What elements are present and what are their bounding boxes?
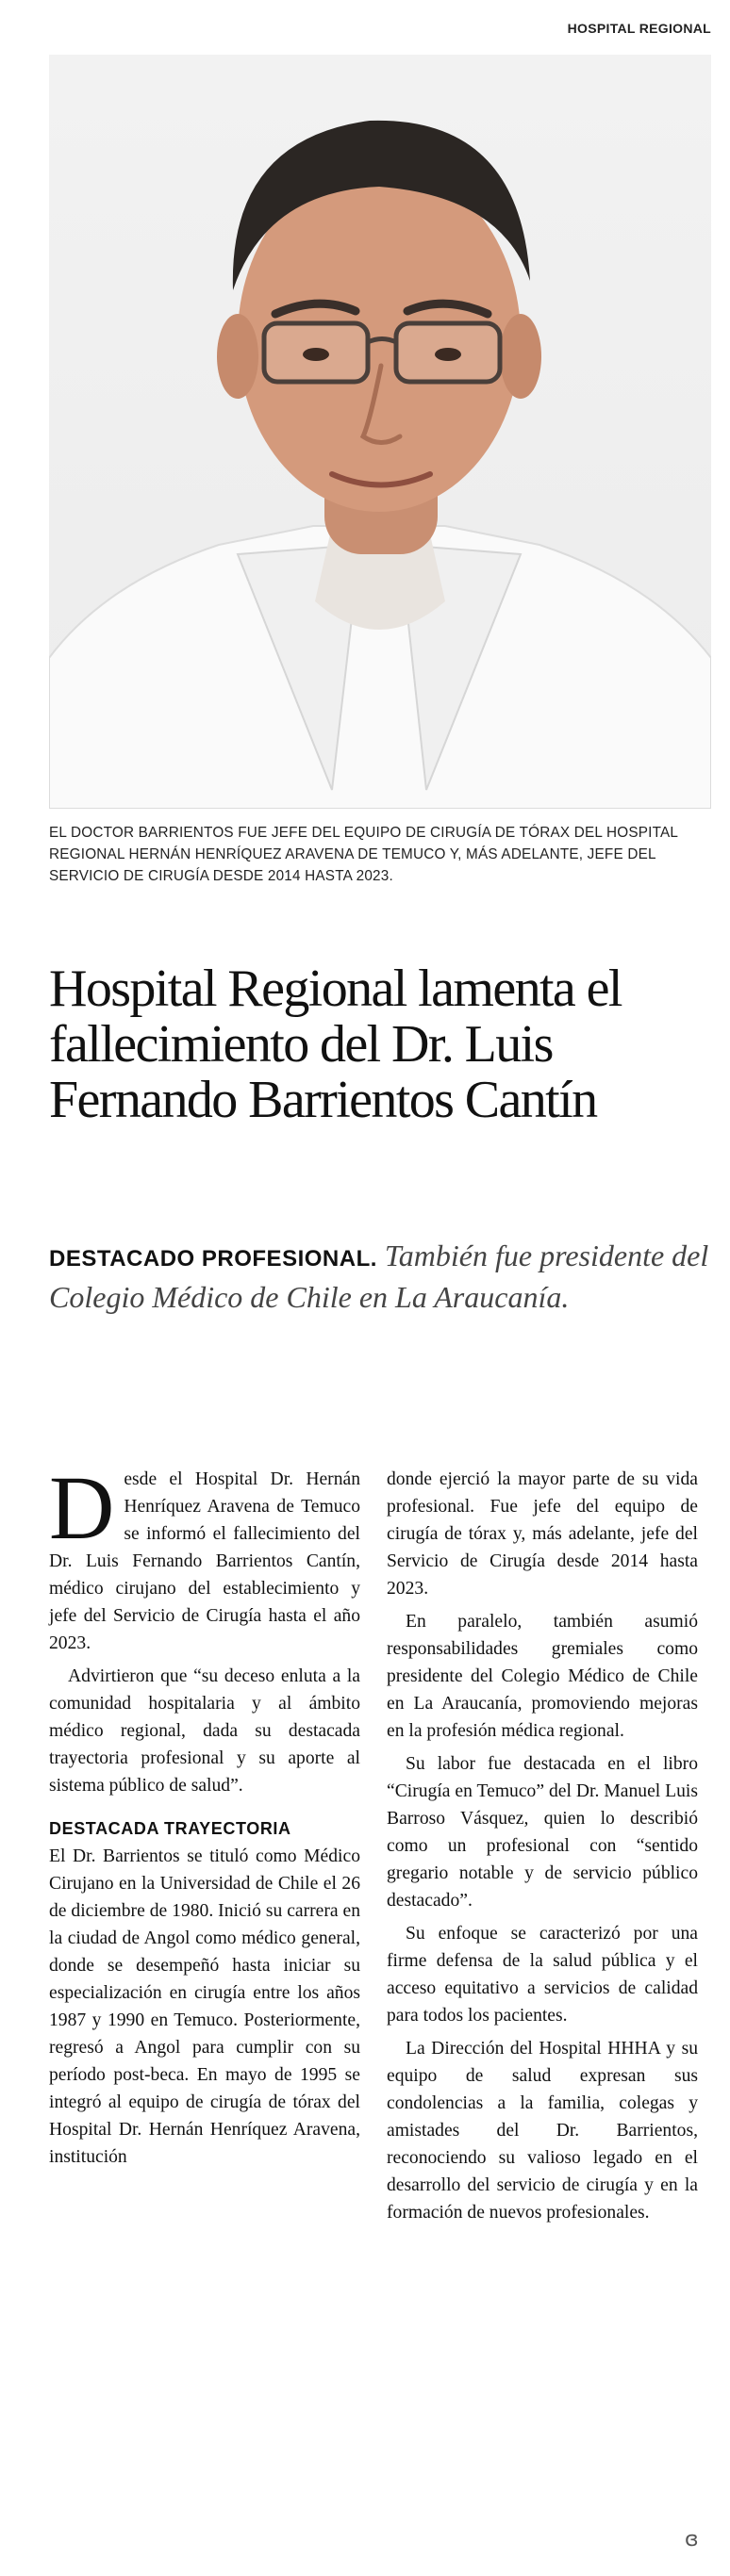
photo-caption: EL DOCTOR BARRIENTOS FUE JEFE DEL EQUIPO DE CIRUGÍA DE TÓRAX DEL HOSPITAL REGIONAL HERNÁN HENRÍQUEZ ARAVENA DE TEMUCO Y, MÁS ADELANTE, JEFE DEL SERVICIO DE CIRUGÍA DESDE 2014 HASTA 2023. [49, 825, 678, 884]
paragraph-3: El Dr. Barrientos se tituló como Médico Cirujano en la Universidad de Chile el 26 de diciembre de 1980. Inició su carrera en la ciudad de Angol como médico general, donde se desempeñó hasta iniciar su especialización en cirugía entre los años 1987 y 1990 en Temuco. Posteriormente, regresó a Angol para cumplir con su período post-beca. En mayo de 1995 se integró al equipo de cirugía de tórax del Hospital Dr. Hernán Henríquez Aravena, institución [49, 1846, 360, 2167]
paragraph-5: En paralelo, también asumió responsabilidades gremiales como presidente del Colegio Médico de Chile en La Araucanía, promoviendo mejoras en la profesión médica regional. [387, 1612, 698, 1741]
column-left [49, 1457, 360, 2176]
end-mark-icon: ɞ [685, 2528, 699, 2551]
deck-text: También fue presidente del Colegio Médico de Chile en La Araucanía. [49, 1239, 709, 1314]
column-right [387, 1466, 698, 2232]
portrait-photo [49, 55, 711, 809]
portrait-illustration [49, 55, 711, 809]
paragraph-7: Su enfoque se caracterizó por una firme defensa de la salud pública y el acceso equitativo a servicios de calidad para todos los pacientes. [387, 1924, 698, 2026]
subheading: DESTACADA TRAYECTORIA [49, 1819, 291, 1838]
section-label: HOSPITAL REGIONAL [567, 21, 711, 36]
deck-label: DESTACADO PROFESIONAL. [49, 1246, 377, 1272]
paragraph-6: Su labor fue destacada en el libro “Cirugía en Temuco” del Dr. Manuel Luis Barroso Vásquez, quien lo describió como un profesional con “sentido gregario notable y de servicio público destacado”. [387, 1754, 698, 1911]
paragraph-1 [49, 1457, 360, 1657]
dropcap: D [49, 1457, 115, 1558]
paragraph-4: donde ejerció la mayor parte de su vida profesional. Fue jefe del equipo de cirugía de tórax y, más adelante, jefe del Servicio de Cirugía desde 2014 hasta 2023. [387, 1469, 698, 1599]
paragraph-2: Advirtieron que “su deceso enluta a la comunidad hospitalaria y al ámbito médico regional, dada su destacada trayectoria profesional y su aporte al sistema público de salud”. [49, 1666, 360, 1796]
headline: Hospital Regional lamenta el fallecimiento del Dr. Luis Fernando Barrientos Cantín [49, 960, 622, 1129]
paragraph-1-text: esde el Hospital Dr. Hernán Henríquez Aravena de Temuco se informó el fallecimiento del Dr. Luis Fernando Barrientos Cantín, médico cirujano del establecimiento y jefe del Servicio de Cirugía hasta el año 2023. [49, 1469, 360, 1653]
paragraph-8: La Dirección del Hospital HHHA y su equipo de salud expresan sus condolencias a la familia, colegas y amistades del Dr. Barrientos, reconociendo su valioso legado en el desarrollo del servicio de cirugía y en la formación de nuevos profesionales. [387, 2039, 698, 2223]
deck [49, 1237, 709, 1316]
